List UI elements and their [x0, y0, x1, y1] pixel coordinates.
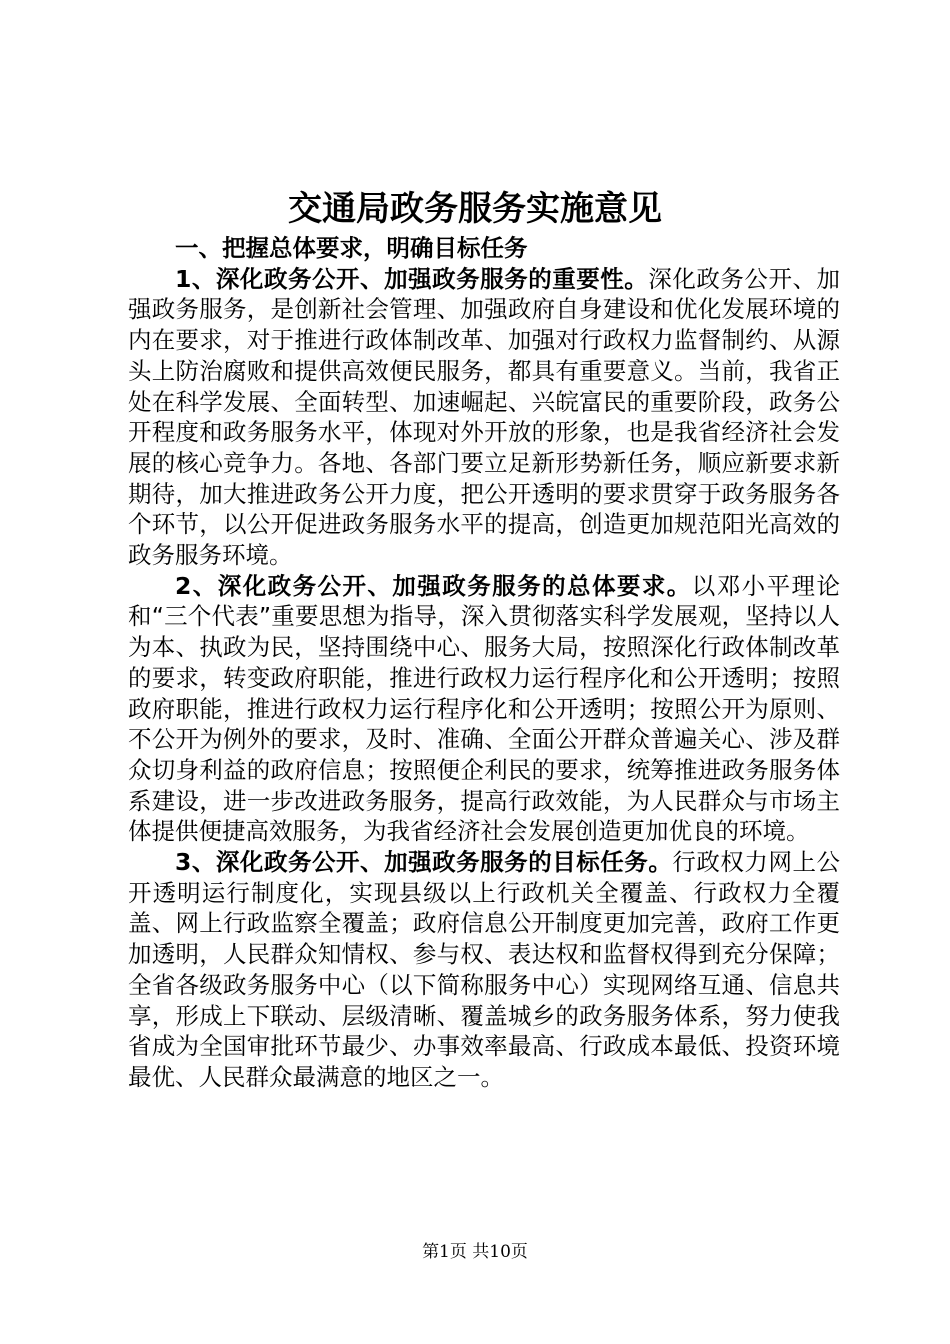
page-title: 交通局政务服务实施意见 — [288, 189, 662, 229]
paragraph-3 — [128, 847, 840, 1093]
paragraph-3-text: 行政权力网上公开透明运行制度化，实现县级以上行政机关全覆盖、行政权力全覆盖、网上行政监察全覆盖；政府信息公开制度更加完善，政府工作更加透明，人民群众知情权、参与权、表达权和监督权得到充分保障；全省各级政务服务中心（以下简称服务中心）实现网络互通、信息共享，形成上下联动、层级清晰、覆盖城乡的政务服务体系，努力使我省成为全国审批环节最少、办事效率最高、行政成本最低、投资环境最优、人民群众最满意的地区之一。 — [128, 848, 841, 1091]
paragraph-3-lead: 3、深化政务公开、加强政务服务的目标任务。 — [175, 848, 673, 877]
paragraph-1-text: 深化政务公开、加强政务服务，是创新社会管理、加强政府自身建设和优化发展环境的内在要求，对于推进行政体制改革、加强对行政权力监督制约、从源头上防治腐败和提供高效便民服务，都具有重要意义。当前，我省正处在科学发展、全面转型、加速崛起、兴皖富民的重要阶段，政务公开程度和政务服务水平，体现对外开放的形象，也是我省经济社会发展的核心竞争力。各地、各部门要立足新形势新任务，顺应新要求新期待，加大推进政务公开力度，把公开透明的要求贯穿于政务服务各个环节，以公开促进政务服务水平的提高，创造更加规范阳光高效的政务服务环境。 — [128, 264, 840, 570]
paragraph-2-text: 以邓小平理论和“三个代表”重要思想为指导，深入贯彻落实科学发展观，坚持以人为本、执政为民，坚持围绕中心、服务大局，按照深化行政体制改革的要求，转变政府职能，推进行政权力运行程序化和公开透明；按照政府职能，推进行政权力运行程序化和公开透明；按照公开为原则、不公开为例外的要求，及时、准确、全面公开群众普遍关心、涉及群众切身利益的政府信息；按照便企利民的要求，统筹推进政务服务体系建设，进一步改进政务服务，提高行政效能，为人民群众与市场主体提供便捷高效服务，为我省经济社会发展创造更加优良的环境。 — [128, 571, 841, 846]
page-number-footer: 第1页 共10页 — [422, 1242, 528, 1262]
document-body — [128, 233, 840, 1093]
paragraph-2-lead: 2、深化政务公开、加强政务服务的总体要求。 — [175, 571, 692, 600]
paragraph-1-lead: 1、深化政务公开、加强政务服务的重要性。 — [175, 264, 649, 293]
paragraph-1 — [128, 264, 840, 571]
paragraph-2 — [128, 571, 840, 847]
section-heading: 一、把握总体要求，明确目标任务 — [175, 234, 528, 262]
